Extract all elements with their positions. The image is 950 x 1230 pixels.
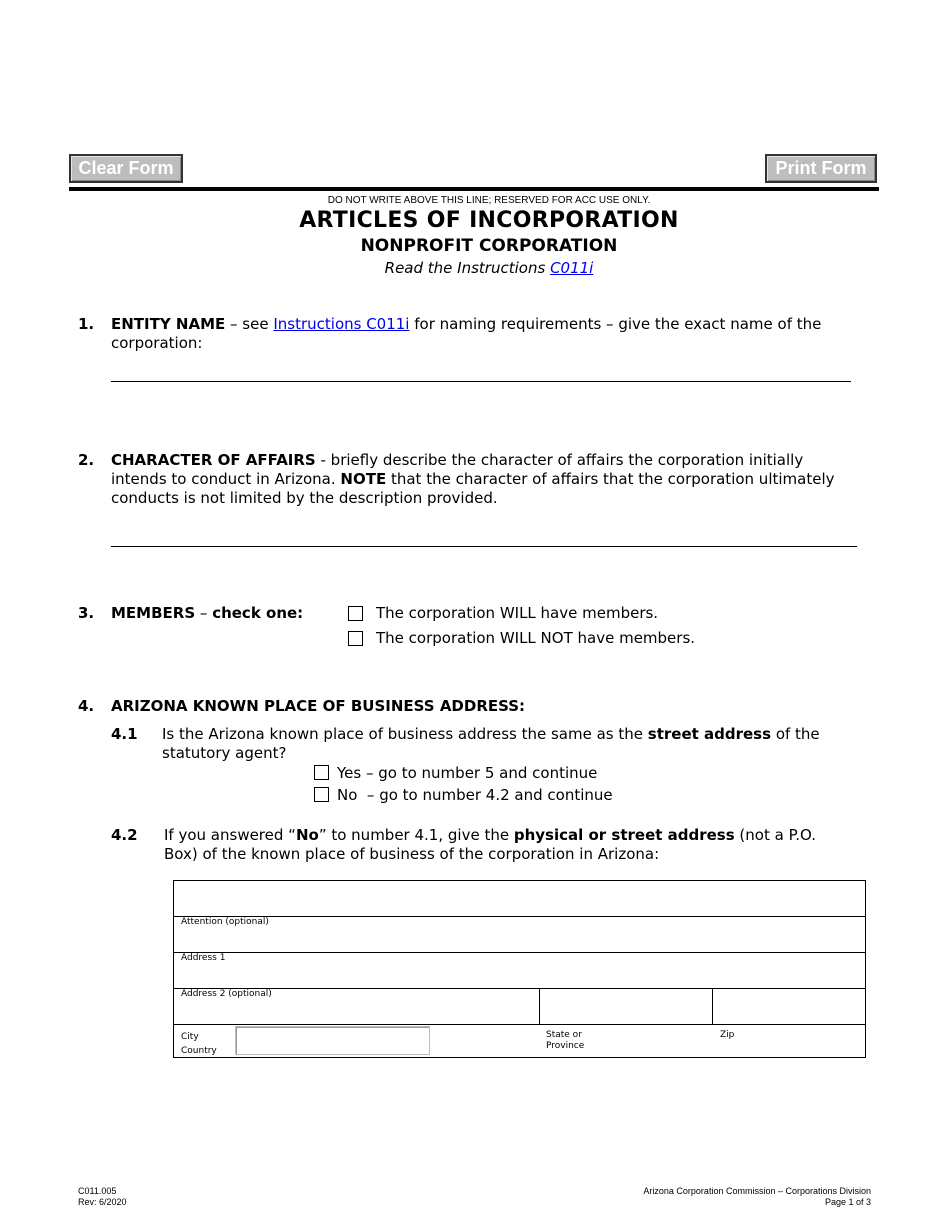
address-table-vdivider-1: [539, 988, 540, 1024]
q42-text-d: Box) of the known place of business of the corporation in Arizona:: [164, 845, 660, 863]
section-4-heading: ARIZONA KNOWN PLACE OF BUSINESS ADDRESS:: [111, 697, 526, 715]
members-dash: –: [195, 604, 213, 622]
section-4-number: 4.: [78, 697, 95, 715]
same-address-yes-label: Yes – go to number 5 and continue: [337, 764, 598, 782]
address-table-divider-3: [174, 988, 865, 989]
character-affairs-input[interactable]: [111, 522, 857, 544]
section-4-2-number: 4.2: [111, 826, 138, 844]
address2-input[interactable]: [178, 1001, 536, 1021]
section-4-1-text: [162, 725, 882, 763]
footer-right: [571, 1186, 871, 1208]
clear-form-button[interactable]: Clear Form: [69, 154, 183, 183]
section-2-heading: CHARACTER OF AFFAIRS: [111, 451, 316, 469]
extra-field-1[interactable]: [542, 991, 708, 1021]
attention-label: Attention (optional): [181, 917, 269, 927]
reserved-notice: DO NOT WRITE ABOVE THIS LINE; RESERVED FOR ACC USE ONLY.: [327, 195, 651, 206]
zip-label: Zip: [720, 1030, 735, 1040]
section-1-text: [111, 315, 891, 353]
country-label: Country: [181, 1046, 217, 1056]
page-title: ARTICLES OF INCORPORATION: [299, 208, 679, 233]
members-check-one: check one:: [212, 604, 304, 622]
state-input[interactable]: [599, 1026, 709, 1055]
address2-label: Address 2 (optional): [181, 989, 272, 999]
page-subtitle: NONPROFIT CORPORATION: [360, 236, 618, 256]
read-instructions-text: Read the Instructions: [384, 259, 546, 277]
entity-name-line: [111, 381, 851, 382]
members-will-not-checkbox[interactable]: [348, 631, 363, 646]
section-4-1-number: 4.1: [111, 725, 138, 743]
read-instructions: [69, 259, 909, 277]
city-input[interactable]: [434, 1026, 534, 1055]
members-heading: MEMBERS: [111, 604, 196, 622]
naming-instructions-link[interactable]: Instructions C011i: [273, 315, 410, 333]
q42-bold-no: No: [295, 826, 319, 844]
section-2-text-d: conducts is not limited by the description provided.: [111, 489, 498, 507]
q42-text-b: ” to number 4.1, give the: [318, 826, 514, 844]
section-2-text: [111, 451, 891, 508]
city-country-input[interactable]: [235, 1026, 430, 1055]
address-table-divider-4: [174, 1024, 865, 1025]
q42-bold-address: physical or street address: [513, 826, 735, 844]
q42-text-a: If you answered “: [164, 826, 296, 844]
q41-text-c: statutory agent?: [162, 744, 287, 762]
state-label-line-1: State or: [546, 1030, 582, 1040]
section-2-number: 2.: [78, 451, 95, 469]
city-label: City: [181, 1032, 199, 1042]
state-label-line-2: Province: [546, 1041, 585, 1051]
members-will-not-label: The corporation WILL NOT have members.: [376, 629, 696, 647]
print-form-button[interactable]: Print Form: [765, 154, 877, 183]
section-1-text-c: corporation:: [111, 334, 203, 352]
section-2-note: NOTE: [340, 470, 387, 488]
members-will-checkbox[interactable]: [348, 606, 363, 621]
footer-left: [78, 1186, 127, 1208]
same-address-no-label: No – go to number 4.2 and continue: [337, 786, 613, 804]
section-2-text-a: - briefly describe the character of affairs the corporation initially: [315, 451, 804, 469]
address-table-divider-1: [174, 916, 865, 917]
zip-input[interactable]: [739, 1026, 861, 1055]
reserved-divider-line: [69, 187, 879, 191]
section-3-heading: [111, 604, 303, 623]
section-4-2-text: [164, 826, 884, 864]
same-address-no-checkbox[interactable]: [314, 787, 329, 802]
q41-bold: street address: [647, 725, 772, 743]
q42-text-c: (not a P.O.: [734, 826, 817, 844]
revision-date: Rev: 6/2020: [78, 1197, 127, 1207]
instructions-link[interactable]: C011i: [550, 259, 594, 277]
same-address-yes-checkbox[interactable]: [314, 765, 329, 780]
extra-field-2[interactable]: [715, 991, 861, 1021]
section-1-number: 1.: [78, 315, 95, 333]
section-3-number: 3.: [78, 604, 95, 622]
form-number: C011.005: [78, 1186, 117, 1196]
section-1-text-b: for naming requirements – give the exact name of the: [409, 315, 822, 333]
section-1-heading: ENTITY NAME: [111, 315, 226, 333]
section-2-text-b: intends to conduct in Arizona.: [111, 470, 341, 488]
section-2-text-c: that the character of affairs that the corporation ultimately: [386, 470, 835, 488]
entity-name-input[interactable]: [111, 358, 851, 380]
address-table-divider-2: [174, 952, 865, 953]
q41-text-b: of the: [771, 725, 820, 743]
address1-label: Address 1: [181, 953, 226, 963]
address-table-vdivider-2: [712, 988, 713, 1024]
agency-name: Arizona Corporation Commission – Corporations Division: [643, 1186, 871, 1196]
page-number: Page 1 of 3: [824, 1197, 871, 1207]
attention-input[interactable]: [178, 929, 861, 949]
address1-input[interactable]: [178, 965, 861, 985]
q41-text-a: Is the Arizona known place of business address the same as the: [162, 725, 648, 743]
name-input[interactable]: [178, 883, 861, 913]
section-1-text-a: – see: [225, 315, 274, 333]
members-will-label: The corporation WILL have members.: [376, 604, 659, 622]
character-affairs-line: [111, 546, 857, 547]
address-table: [173, 880, 866, 1058]
